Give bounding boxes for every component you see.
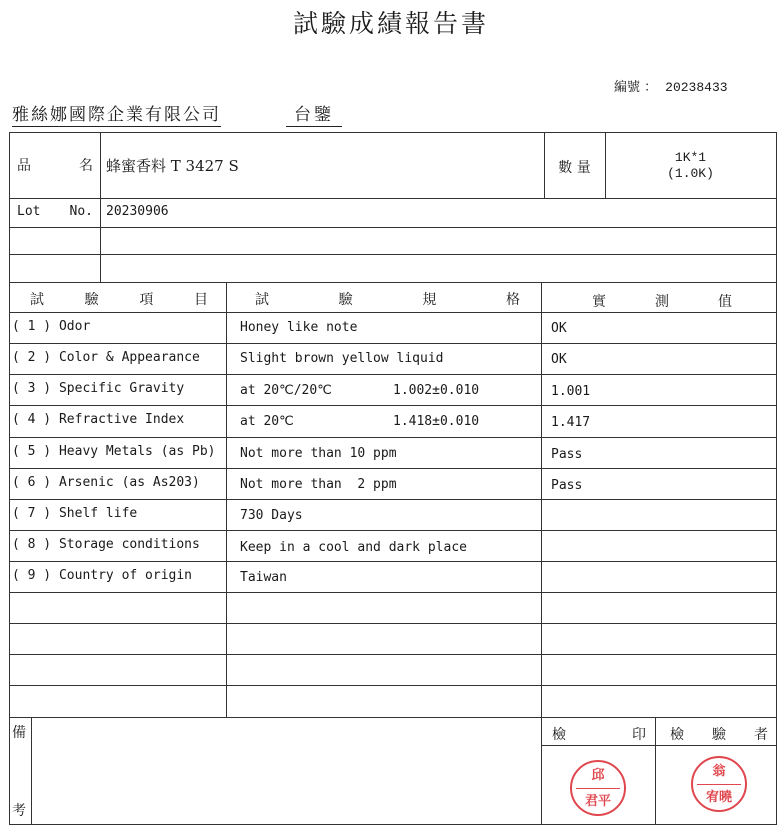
lot-value: 20230906: [106, 204, 169, 219]
test-result: OK: [551, 321, 567, 336]
column-header-char: 試: [255, 292, 269, 308]
test-result: 1.001: [551, 384, 591, 399]
company-name: 雅絲娜國際企業有限公司: [12, 100, 221, 127]
document-title: 試驗成績報告書: [292, 9, 489, 38]
inspection-seal-stamp: [570, 760, 626, 816]
quantity-value-line: (1.0K): [667, 166, 714, 181]
product-label-char: 名: [79, 158, 93, 174]
column-header-char: 格: [505, 292, 520, 308]
stamp-divider: [576, 788, 620, 789]
quantity-value: [605, 150, 776, 182]
column-header-char: 實: [592, 294, 606, 310]
inspector-label-char: 驗: [712, 727, 726, 743]
column-header-item: [30, 289, 208, 309]
test-item: ( 4 ) Refractive Index: [12, 412, 185, 427]
inspector-label-char: 檢: [670, 727, 684, 743]
column-header-spec: [255, 289, 520, 309]
test-item: ( 9 ) Country of origin: [12, 568, 193, 583]
column-header-char: 驗: [338, 292, 353, 308]
test-item: ( 2 ) Color & Appearance: [12, 350, 200, 365]
lot-label-part: Lot: [17, 204, 41, 219]
column-header-result: [592, 291, 732, 311]
inspector-label: [670, 724, 768, 744]
column-header-char: 目: [193, 292, 208, 308]
column-header-char: 測: [655, 294, 669, 310]
inspection-seal-char: 印: [632, 727, 646, 743]
remarks-label-top: 備: [12, 725, 26, 741]
product-label: [17, 155, 93, 175]
lot-label: [17, 204, 93, 219]
test-spec: Not more than 2 ppm: [240, 477, 397, 492]
test-result: Pass: [551, 478, 583, 493]
test-spec: Taiwan: [240, 570, 287, 585]
test-item: ( 7 ) Shelf life: [12, 506, 138, 521]
serial-value: 20238433: [665, 80, 728, 95]
product-name: 蜂蜜香料 T 3427 S: [106, 157, 239, 175]
serial-number: [614, 76, 728, 95]
quantity-value-line: 1K*1: [674, 150, 707, 165]
test-spec: Honey like note: [240, 320, 358, 335]
quantity-label: 數 量: [558, 160, 591, 176]
branch-label: 台鑒: [286, 100, 342, 127]
stamp-text: 邱: [591, 767, 605, 783]
test-spec: at 20℃: [240, 414, 294, 429]
serial-label: 編號 ：: [614, 80, 658, 95]
test-item: ( 6 ) Arsenic (as As203): [12, 475, 200, 490]
test-spec: Not more than 10 ppm: [240, 446, 397, 461]
test-result: Pass: [551, 447, 583, 462]
remarks-label-bottom: 考: [12, 803, 26, 819]
test-spec-value: 1.002±0.010: [393, 383, 480, 398]
column-header-char: 試: [30, 292, 44, 308]
stamp-text: 翁: [712, 763, 726, 779]
test-spec: Slight brown yellow liquid: [240, 351, 444, 366]
test-spec: Keep in a cool and dark place: [240, 540, 467, 555]
stamp-text: 君平: [584, 793, 611, 809]
test-item: ( 5 ) Heavy Metals (as Pb): [12, 444, 216, 459]
test-spec: at 20℃/20℃: [240, 383, 332, 398]
inspection-seal-char: 檢: [552, 727, 566, 743]
inspector-label-char: 者: [754, 727, 768, 743]
test-spec: 730 Days: [240, 508, 303, 523]
inspector-seal-stamp: [691, 756, 747, 812]
test-result: 1.417: [551, 415, 591, 430]
column-header-char: 驗: [84, 292, 99, 308]
test-item: ( 3 ) Specific Gravity: [12, 381, 185, 396]
test-result: OK: [551, 352, 567, 367]
stamp-divider: [697, 784, 741, 785]
test-item: ( 1 ) Odor: [12, 319, 91, 334]
inspection-seal-label: [552, 724, 646, 744]
test-item: ( 8 ) Storage conditions: [12, 537, 200, 552]
column-header-char: 規: [422, 292, 437, 308]
column-header-char: 值: [718, 294, 732, 310]
product-label-char: 品: [17, 158, 31, 174]
lot-label-part: No.: [69, 204, 93, 219]
test-spec-value: 1.418±0.010: [393, 414, 480, 429]
column-header-char: 項: [139, 292, 154, 308]
stamp-text: 宥曉: [705, 789, 732, 805]
